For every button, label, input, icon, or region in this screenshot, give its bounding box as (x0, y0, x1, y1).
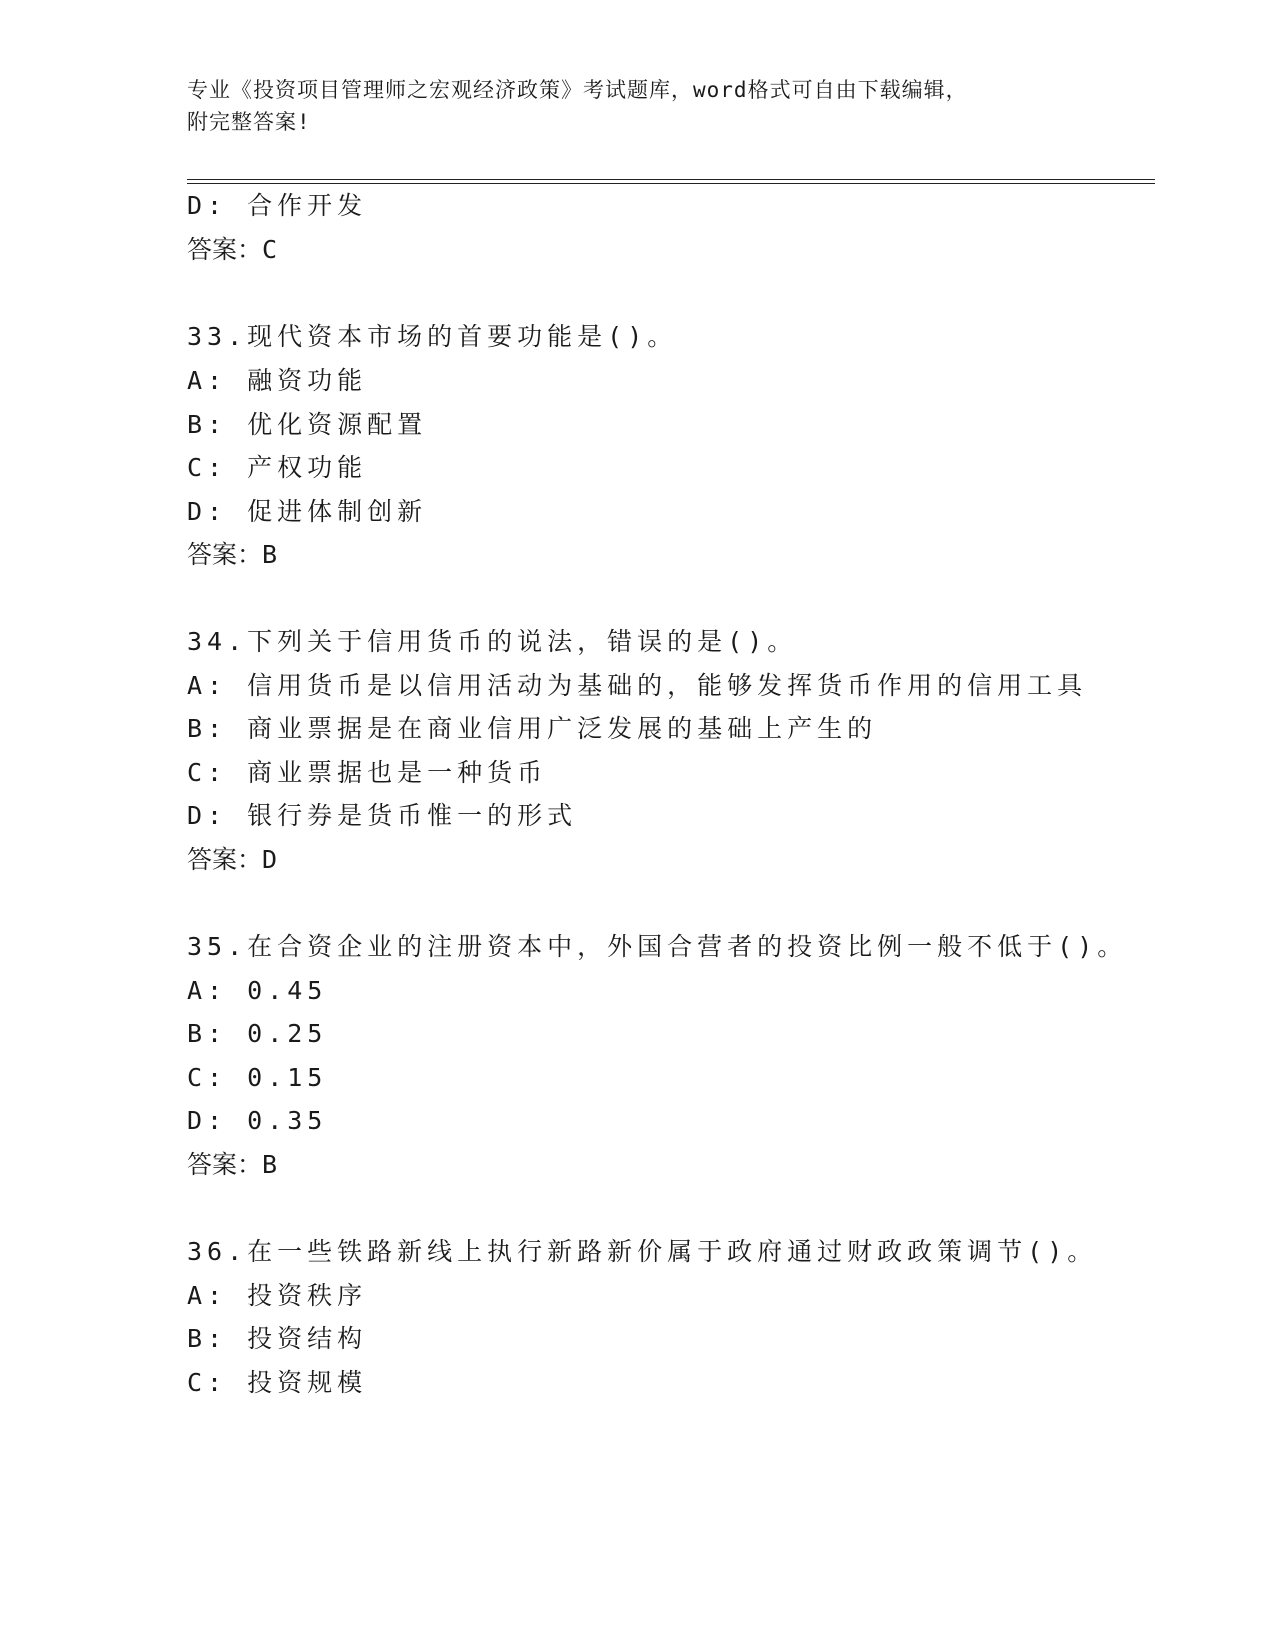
option-a: A: 0.45 (187, 976, 328, 1005)
option-c: C: 产权功能 (187, 453, 368, 482)
answer-line (187, 1150, 277, 1180)
answer-label: 答案： (187, 1150, 263, 1179)
answer-line (187, 540, 277, 570)
option-c: C: 0.15 (187, 1063, 328, 1092)
answer-label: 答案： (187, 235, 263, 264)
question-stem: 35.在合资企业的注册资本中，外国合营者的投资比例一般不低于()。 (187, 932, 1128, 961)
answer-label: 答案： (187, 845, 263, 874)
answer-line (187, 235, 277, 265)
answer-value: C (262, 235, 278, 264)
option-c: C: 商业票据也是一种货币 (187, 758, 548, 787)
option-d: D: 合作开发 (187, 191, 368, 220)
option-d: D: 银行券是货币惟一的形式 (187, 801, 578, 830)
question-stem: 34.下列关于信用货币的说法，错误的是()。 (187, 627, 798, 656)
header-line-2: 附完整答案! (187, 110, 311, 134)
answer-value: B (262, 1150, 278, 1179)
answer-label: 答案： (187, 540, 263, 569)
answer-line (187, 845, 277, 875)
option-a: A: 投资秩序 (187, 1281, 368, 1310)
option-d: D: 0.35 (187, 1106, 328, 1135)
option-b: B: 0.25 (187, 1019, 328, 1048)
header-divider-top (187, 179, 1155, 180)
option-a: A: 信用货币是以信用活动为基础的，能够发挥货币作用的信用工具 (187, 671, 1088, 700)
answer-value: D (262, 845, 278, 874)
header-line-1: 专业《投资项目管理师之宏观经济政策》考试题库，word格式可自由下载编辑， (187, 78, 968, 102)
option-b: B: 投资结构 (187, 1324, 368, 1353)
document-header (187, 74, 1067, 138)
answer-value: B (262, 540, 278, 569)
option-b: B: 优化资源配置 (187, 410, 428, 439)
header-divider-bottom (187, 183, 1155, 184)
option-d: D: 促进体制创新 (187, 497, 428, 526)
option-a: A: 融资功能 (187, 366, 368, 395)
question-stem: 36.在一些铁路新线上执行新路新价属于政府通过财政政策调节()。 (187, 1237, 1098, 1266)
option-b: B: 商业票据是在商业信用广泛发展的基础上产生的 (187, 714, 878, 743)
option-c: C: 投资规模 (187, 1368, 368, 1397)
question-stem: 33.现代资本市场的首要功能是()。 (187, 322, 678, 351)
